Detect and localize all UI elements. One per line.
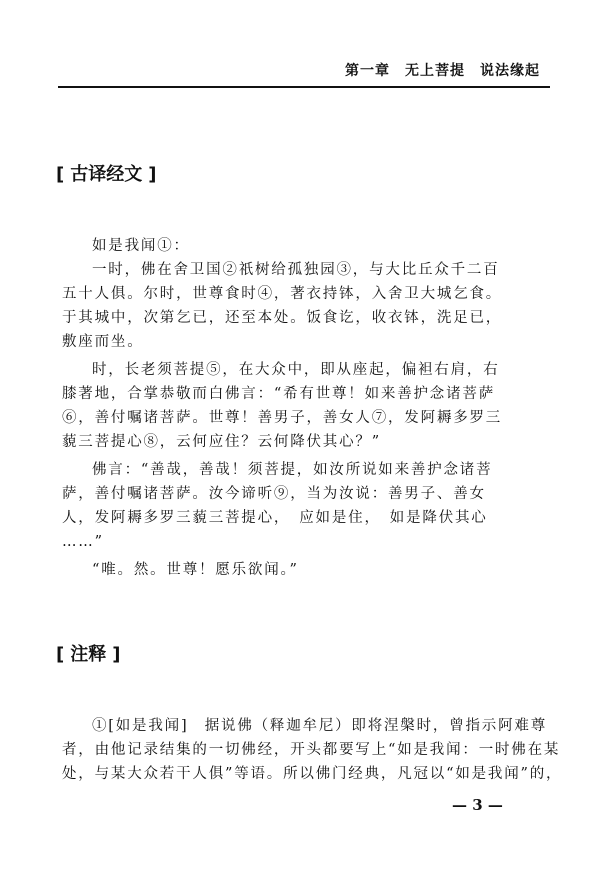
close-bracket: ] bbox=[112, 644, 121, 665]
text-line: 于其城中，次第乞已，还至本处。饭食讫，收衣钵，洗足已， bbox=[62, 310, 503, 326]
text-line: ①[如是我闻] 据说佛（释迦牟尼）即将涅槃时，曾指示阿难尊 bbox=[92, 718, 548, 734]
page-number: — 3 — bbox=[452, 796, 503, 814]
section-title: 古译经文 bbox=[70, 164, 143, 185]
header-rule bbox=[58, 86, 550, 88]
open-bracket: [ bbox=[56, 644, 65, 665]
text-line: ⑥，善付嘱诸菩萨。世尊！善男子，善女人⑦，发阿耨多罗三 bbox=[62, 410, 503, 426]
text-line: 佛言：“善哉，善哉！须菩提，如汝所说如来善护念诸菩 bbox=[92, 462, 493, 478]
text-line: 人，发阿耨多罗三藐三菩提心， 应如是住， 如是降伏其心 bbox=[62, 510, 488, 526]
text-line: 膝著地，合掌恭敬而白佛言：“希有世尊！如来善护念诸菩萨 bbox=[62, 386, 496, 402]
text-line: 一时，佛在舍卫国②祇树给孤独园③，与大比丘众千二百 bbox=[92, 262, 500, 278]
text-line: 如是我闻①： bbox=[92, 238, 190, 254]
text-line: 处，与某大众若干人俱”等语。所以佛门经典，凡冠以“如是我闻”的， bbox=[62, 766, 563, 782]
text-line: 敷座而坐。 bbox=[62, 334, 144, 350]
text-line: 萨，善付嘱诸菩萨。汝今谛听⑨，当为汝说：善男子、善女 bbox=[62, 486, 486, 502]
section-heading-scripture bbox=[56, 160, 156, 186]
section-heading-notes bbox=[56, 640, 120, 666]
scripture-text bbox=[62, 234, 502, 582]
close-bracket: ] bbox=[148, 164, 157, 185]
text-line: 藐三菩提心⑧，云何应住？云何降伏其心？” bbox=[62, 434, 381, 450]
text-line: ……” bbox=[62, 534, 104, 550]
text-line: 者，由他记录结集的一切佛经，开头都要写上“如是我闻：一时佛在某 bbox=[62, 742, 561, 758]
running-header: 第一章 无上菩提 说法缘起 bbox=[345, 63, 540, 79]
open-bracket: [ bbox=[56, 164, 65, 185]
section-title: 注释 bbox=[70, 644, 107, 665]
notes-text bbox=[62, 714, 563, 786]
text-line: 时，长老须菩提⑤，在大众中，即从座起，偏袒右肩，右 bbox=[92, 362, 500, 378]
text-line: “唯。然。世尊！愿乐欲闻。” bbox=[92, 562, 299, 578]
text-line: 五十人俱。尔时，世尊食时④，著衣持钵，入舍卫大城乞食。 bbox=[62, 286, 503, 302]
